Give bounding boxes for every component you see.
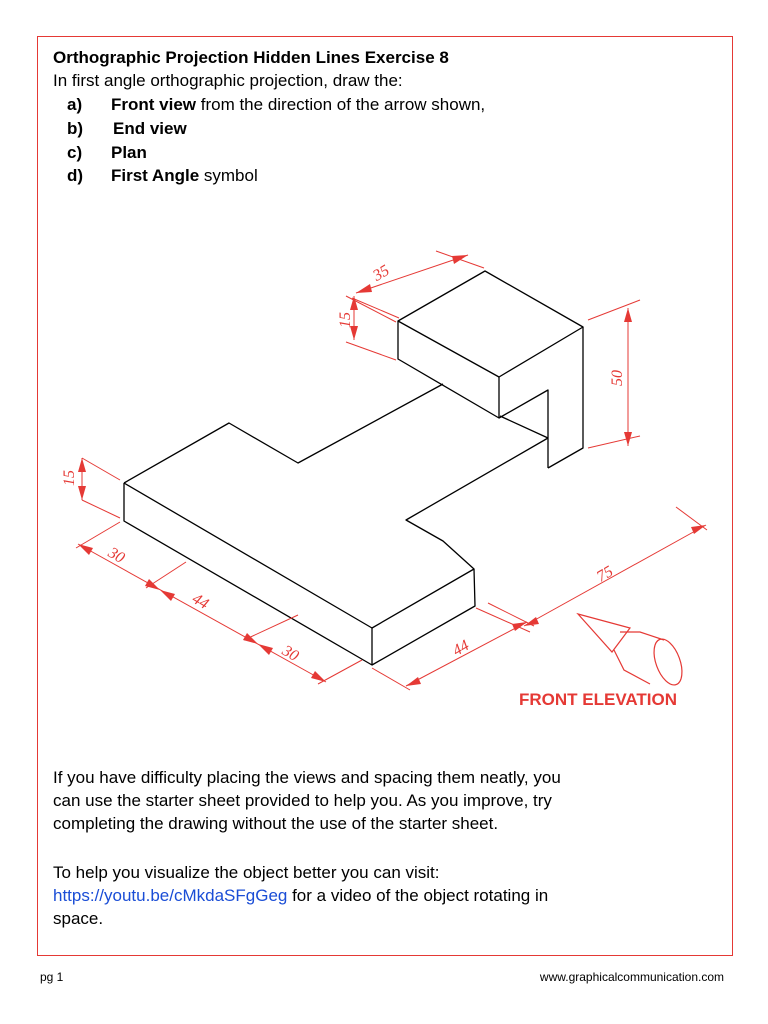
arrowhead: [406, 677, 421, 686]
arrowhead: [258, 644, 273, 655]
task-bold: Front view: [111, 95, 197, 114]
task-letter: b): [67, 119, 84, 138]
dim-ext: [588, 300, 640, 320]
slot-edges: [499, 390, 548, 438]
video-link[interactable]: https://youtu.be/cMkdaSFgGeg: [53, 886, 288, 905]
arrowhead: [452, 255, 468, 264]
task-letter: a): [67, 95, 83, 114]
arrowhead: [356, 284, 372, 293]
dim-label-35: 35: [370, 261, 393, 285]
dim-75-line: [524, 525, 706, 626]
base-top-edge-back: [124, 384, 443, 483]
dim-ext: [588, 436, 640, 448]
note-line: To help you visualize the object better you can visit:: [53, 863, 440, 882]
dim-label-15-base: 15: [61, 470, 78, 486]
dim-label-50: 50: [609, 370, 626, 386]
block-front-face: [398, 321, 499, 418]
view-direction-arrow: [578, 614, 687, 689]
arrowhead: [691, 525, 706, 534]
footer-website: www.graphicalcommunication.com: [539, 970, 724, 984]
dim-ext: [488, 603, 534, 626]
task-letter: d): [67, 166, 84, 185]
dim-label-44-depth: 44: [449, 636, 473, 660]
arrowhead: [311, 671, 326, 682]
dimension-lines: [76, 251, 707, 690]
note-line: for a video of the object rotating in: [287, 886, 549, 905]
task-bold: First Angle: [111, 166, 200, 185]
dim-label-75: 75: [593, 562, 617, 586]
base-top-edge-front: [124, 438, 548, 628]
task-bold: Plan: [111, 143, 147, 162]
dim-ext: [372, 668, 410, 690]
note-line: If you have difficulty placing the views and spacing them neatly, you: [53, 768, 561, 787]
task-letter: c): [67, 143, 83, 162]
note-paragraph-2: [53, 861, 548, 930]
task-rest: symbol: [199, 166, 258, 185]
dim-ext: [82, 500, 120, 518]
arrowhead: [78, 486, 86, 500]
note-line: completing the drawing without the use of the starter sheet.: [53, 814, 499, 833]
exercise-intro: In first angle orthographic projection, draw the:: [53, 71, 403, 90]
note-line: can use the starter sheet provided to help you. As you improve, try: [53, 791, 552, 810]
note-line: space.: [53, 909, 104, 928]
dim-ext: [352, 298, 399, 318]
exercise-title: Orthographic Projection Hidden Lines Exercise 8: [53, 48, 449, 67]
arrowhead: [78, 544, 93, 555]
dim-label-30-left: 30: [105, 544, 128, 567]
arrowhead: [624, 308, 632, 322]
inner-floor-edge: [500, 416, 548, 438]
dim-label-30-right: 30: [279, 642, 302, 665]
dim-ext: [244, 615, 298, 640]
task-rest: from the direction of the arrow shown,: [196, 95, 486, 114]
upright-outer-edge: [548, 327, 583, 468]
page-number: pg 1: [40, 970, 64, 984]
dim-label-15-top: 15: [337, 312, 354, 328]
block-top-face: [398, 271, 583, 377]
arrow-shaft-bottom: [614, 650, 650, 684]
arrow-tail-ellipse: [649, 635, 688, 688]
dim-ext: [346, 342, 396, 360]
dim-ext: [318, 660, 362, 684]
arrowhead: [524, 617, 539, 626]
arrow-cone: [578, 614, 630, 652]
arrowhead: [350, 296, 358, 310]
dim-ext: [82, 458, 120, 480]
front-elevation-label: FRONT ELEVATION: [519, 690, 678, 709]
dim-label-44-mid: 44: [189, 590, 212, 613]
arrowhead: [160, 590, 175, 601]
dimension-labels: [61, 262, 626, 665]
task-bold: End view: [113, 119, 187, 138]
note-paragraph-1: [53, 766, 561, 835]
